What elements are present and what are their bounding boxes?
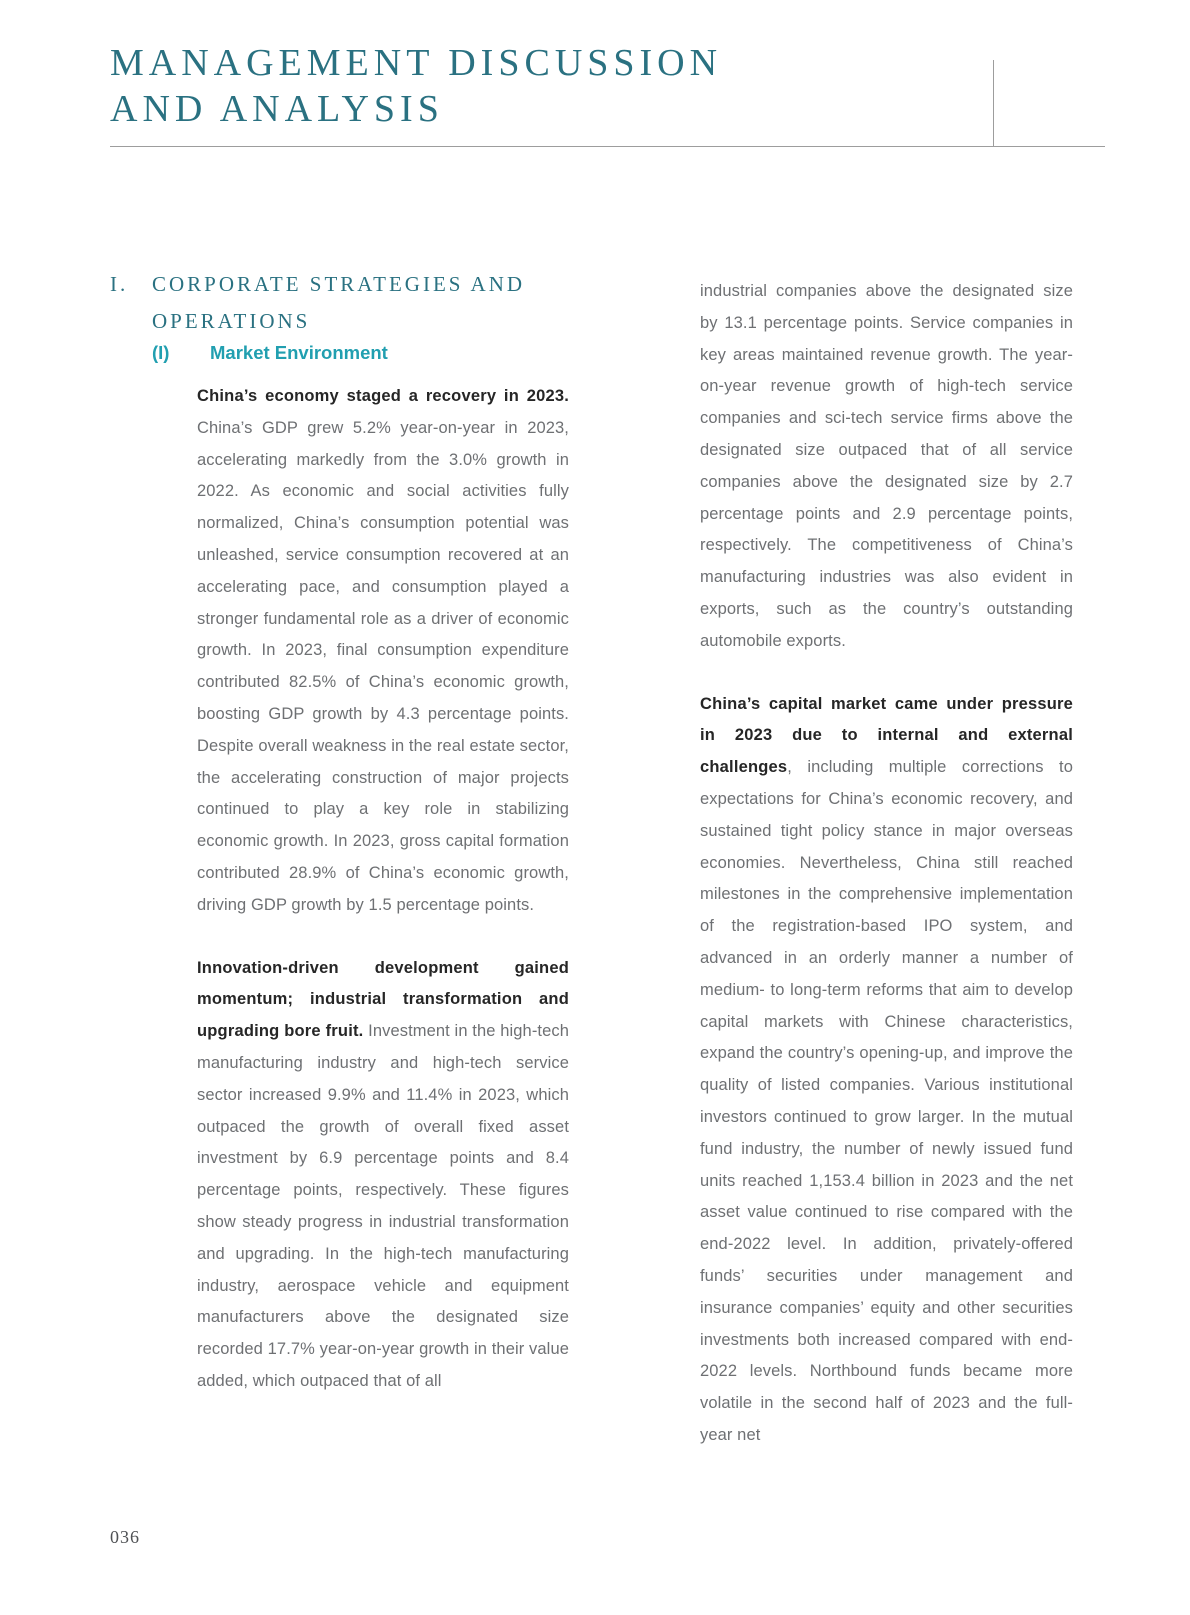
left-paragraph-1 [197,381,569,922]
right-paragraph-1-body: industrial companies above the designated size by 13.1 percentage points. Service companies in key areas maintained revenue growth. The year-on-year revenue growth of high-tech service companies and sci-tech service firms above the designated size outpaced that of all service companies above the designated size by 2.7 percentage points and 2.9 percentage points, respectively. The competitiveness of China’s manufacturing industries was also evident in exports, such as the country’s outstanding automobile exports. [700,282,1073,650]
section-heading-line2: OPERATIONS [152,309,311,333]
section-heading [110,266,525,340]
subsection-heading [152,342,388,364]
page-number: 036 [110,1527,140,1547]
left-paragraph-2-body: Investment in the high-tech manufacturing industry and high-tech service sector increased 9.9% and 11.4% in 2023, which outpaced the growth of overall fixed asset investment by 6.9 percentage points and 8.4 percentage points, respectively. These figures show steady progress in industrial transformation and upgrading. In the high-tech manufacturing industry, aerospace vehicle and equipment manufacturers above the designated size recorded 17.7% year-on-year growth in their value added, which outpaced that of all [197,1022,570,1390]
left-column [197,381,569,1398]
left-paragraph-2-lead: Innovation-driven development gained momentum; industrial transformation and upgrading bore fruit. [197,958,569,1041]
header-vertical-rule [993,60,994,147]
left-paragraph-1-lead: China’s economy staged a recovery in 2023. [197,387,569,405]
header-horizontal-rule [110,146,1105,147]
right-column [700,276,1073,1452]
left-paragraph-2 [197,953,569,1398]
right-paragraph-2-body: , including multiple corrections to expectations for China’s economic recovery, and sustained tight policy stance in major overseas economies. Nevertheless, China still reached milestones in the comprehensive implementation of the registration-based IPO system, and advanced in an orderly manner a number of medium- to long-term reforms that aim to develop capital markets with Chinese characteristics, expand the country’s opening-up, and improve the quality of listed companies. Various institutional investors continued to grow larger. In the mutual fund industry, the number of newly issued fund units reached 1,153.4 billion in 2023 and the net asset value continued to rise compared with the end-2022 level. In addition, privately-offered funds’ securities under management and insurance companies’ equity and other securities investments both increased compared with end-2022 levels. Northbound funds became more volatile in the second half of 2023 and the full-year net [700,758,1073,1444]
right-paragraph-2-lead: China’s capital market came under pressure in 2023 due to internal and external challenges [700,694,1073,777]
page-title [110,40,722,132]
left-paragraph-1-body: China’s GDP grew 5.2% year-on-year in 2023, accelerating markedly from the 3.0% growth in 2022. As economic and social activities fully normalized, China’s consumption potential was unleashed, service consumption recovered at an accelerating pace, and consumption played a stronger fundamental role as a driver of economic growth. In 2023, final consumption expenditure contributed 82.5% of China’s economic growth, boosting GDP growth by 4.3 percentage points. Despite overall weakness in the real estate sector, the accelerating construction of major projects continued to play a key role in stabilizing economic growth. In 2023, gross capital formation contributed 28.9% of China’s economic growth, driving GDP growth by 1.5 percentage points. [197,418,569,914]
subsection-title: Market Environment [210,342,388,363]
section-heading-line1: CORPORATE STRATEGIES AND [152,272,526,296]
page-title-line2: AND ANALYSIS [110,88,444,130]
right-paragraph-1 [700,276,1073,658]
section-numeral: I. [110,272,129,296]
subsection-numeral: (I) [152,342,170,363]
right-paragraph-2 [700,689,1073,1452]
page-title-line1: MANAGEMENT DISCUSSION [110,42,723,84]
section-heading-text [152,266,525,340]
